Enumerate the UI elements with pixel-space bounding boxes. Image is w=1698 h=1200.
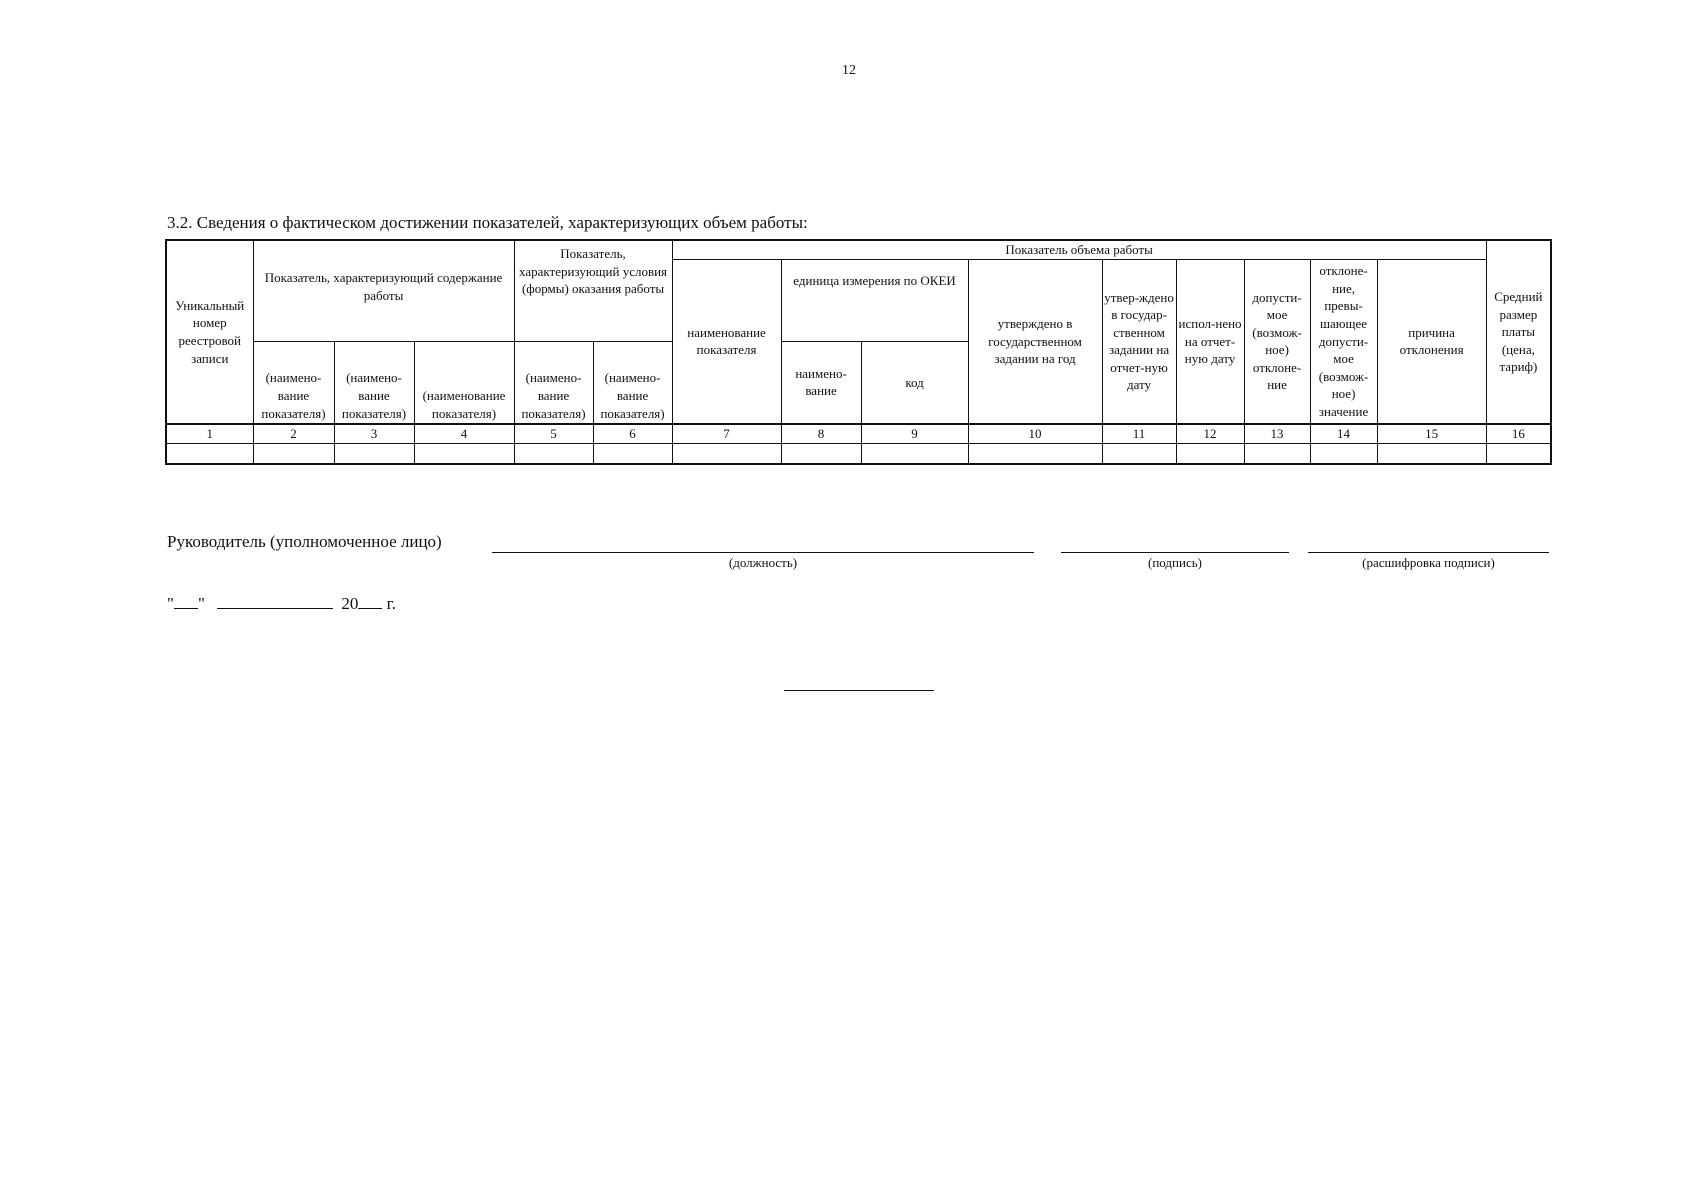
- column-number-row: [166, 424, 1551, 444]
- table-cell: [414, 444, 514, 465]
- header-sub-name-4: (наимено-вание показателя): [514, 341, 593, 424]
- date-close-quote: ": [197, 594, 205, 613]
- header-allowed-deviation: допусти-мое (возмож-ное) отклоне-ние: [1244, 259, 1310, 424]
- column-number: 7: [672, 424, 781, 444]
- signature-label: Руководитель (уполномоченное лицо): [167, 532, 442, 551]
- column-number: 16: [1486, 424, 1551, 444]
- table-cell: [253, 444, 334, 465]
- header-unit: единица измерения по ОКЕИ: [781, 259, 968, 341]
- column-number: 10: [968, 424, 1102, 444]
- header-approved-date: утвер-ждено в государ-ственном задании на отчет-ную дату: [1102, 259, 1176, 424]
- column-number: 11: [1102, 424, 1176, 444]
- header-sub-name-3: (наименование показателя): [414, 341, 514, 424]
- table-cell: [1377, 444, 1486, 465]
- header-executed: испол-нено на отчет-ную дату: [1176, 259, 1244, 424]
- year-prefix: 20: [341, 594, 359, 613]
- page-number: 12: [842, 63, 856, 78]
- table-cell: [1310, 444, 1377, 465]
- day-blank: [174, 594, 198, 609]
- header-average-fee: Средний размер платы (цена, тариф): [1486, 240, 1551, 424]
- header-unique-number: Уникальный номер реестровой записи: [166, 240, 253, 424]
- end-divider: [784, 690, 934, 691]
- table-cell: [1102, 444, 1176, 465]
- column-number: 1: [166, 424, 253, 444]
- column-number: 4: [414, 424, 514, 444]
- position-line: [492, 552, 1034, 553]
- header-unit-code: код: [861, 341, 968, 424]
- table-cell: [593, 444, 672, 465]
- header-exceeding-deviation: отклоне-ние, превы-шающее допусти-мое (возмож-ное) значение: [1310, 259, 1377, 424]
- header-sub-name-1: (наимено-вание показателя): [253, 341, 334, 424]
- column-number: 14: [1310, 424, 1377, 444]
- sign-caption: (подпись): [1148, 555, 1202, 570]
- decode-line: [1308, 552, 1549, 553]
- header-deviation-reason: причина отклонения: [1377, 259, 1486, 424]
- year-blank: [358, 594, 382, 609]
- table-cell: [781, 444, 861, 465]
- table-cell: [514, 444, 593, 465]
- volume-indicators-table: [165, 239, 1552, 465]
- table-cell: [1244, 444, 1310, 465]
- column-number: 5: [514, 424, 593, 444]
- table-cell: [166, 444, 253, 465]
- column-number: 9: [861, 424, 968, 444]
- header-sub-name-5: (наимено-вание показателя): [593, 341, 672, 424]
- header-indicator-name: наименование показателя: [672, 259, 781, 424]
- table-cell: [1486, 444, 1551, 465]
- column-number: 3: [334, 424, 414, 444]
- column-number: 12: [1176, 424, 1244, 444]
- header-unit-name: наимено-вание: [781, 341, 861, 424]
- header-volume-indicator: Показатель объема работы: [672, 240, 1486, 259]
- header-conditions-indicator: Показатель, характеризующий условия (формы) оказания работы: [514, 240, 672, 341]
- column-number: 13: [1244, 424, 1310, 444]
- position-caption: (должность): [728, 555, 798, 570]
- table-cell: [861, 444, 968, 465]
- column-number: 15: [1377, 424, 1486, 444]
- column-number: 2: [253, 424, 334, 444]
- month-blank: [217, 594, 333, 609]
- column-number: 8: [781, 424, 861, 444]
- header-content-indicator: Показатель, характеризующий содержание работы: [253, 240, 514, 341]
- table-cell: [334, 444, 414, 465]
- sign-line: [1061, 552, 1289, 553]
- table-row: [166, 444, 1551, 465]
- date-open-quote: ": [167, 594, 174, 613]
- header-approved-year: утверждено в государственном задании на год: [968, 259, 1102, 424]
- section-title: 3.2. Сведения о фактическом достижении показателей, характеризующих объем работы:: [167, 213, 808, 232]
- table-cell: [1176, 444, 1244, 465]
- decode-caption: (расшифровка подписи): [1362, 555, 1495, 570]
- date-line: [167, 594, 396, 614]
- header-sub-name-2: (наимено-вание показателя): [334, 341, 414, 424]
- table-cell: [672, 444, 781, 465]
- table-cell: [968, 444, 1102, 465]
- column-number: 6: [593, 424, 672, 444]
- year-suffix: г.: [386, 594, 396, 613]
